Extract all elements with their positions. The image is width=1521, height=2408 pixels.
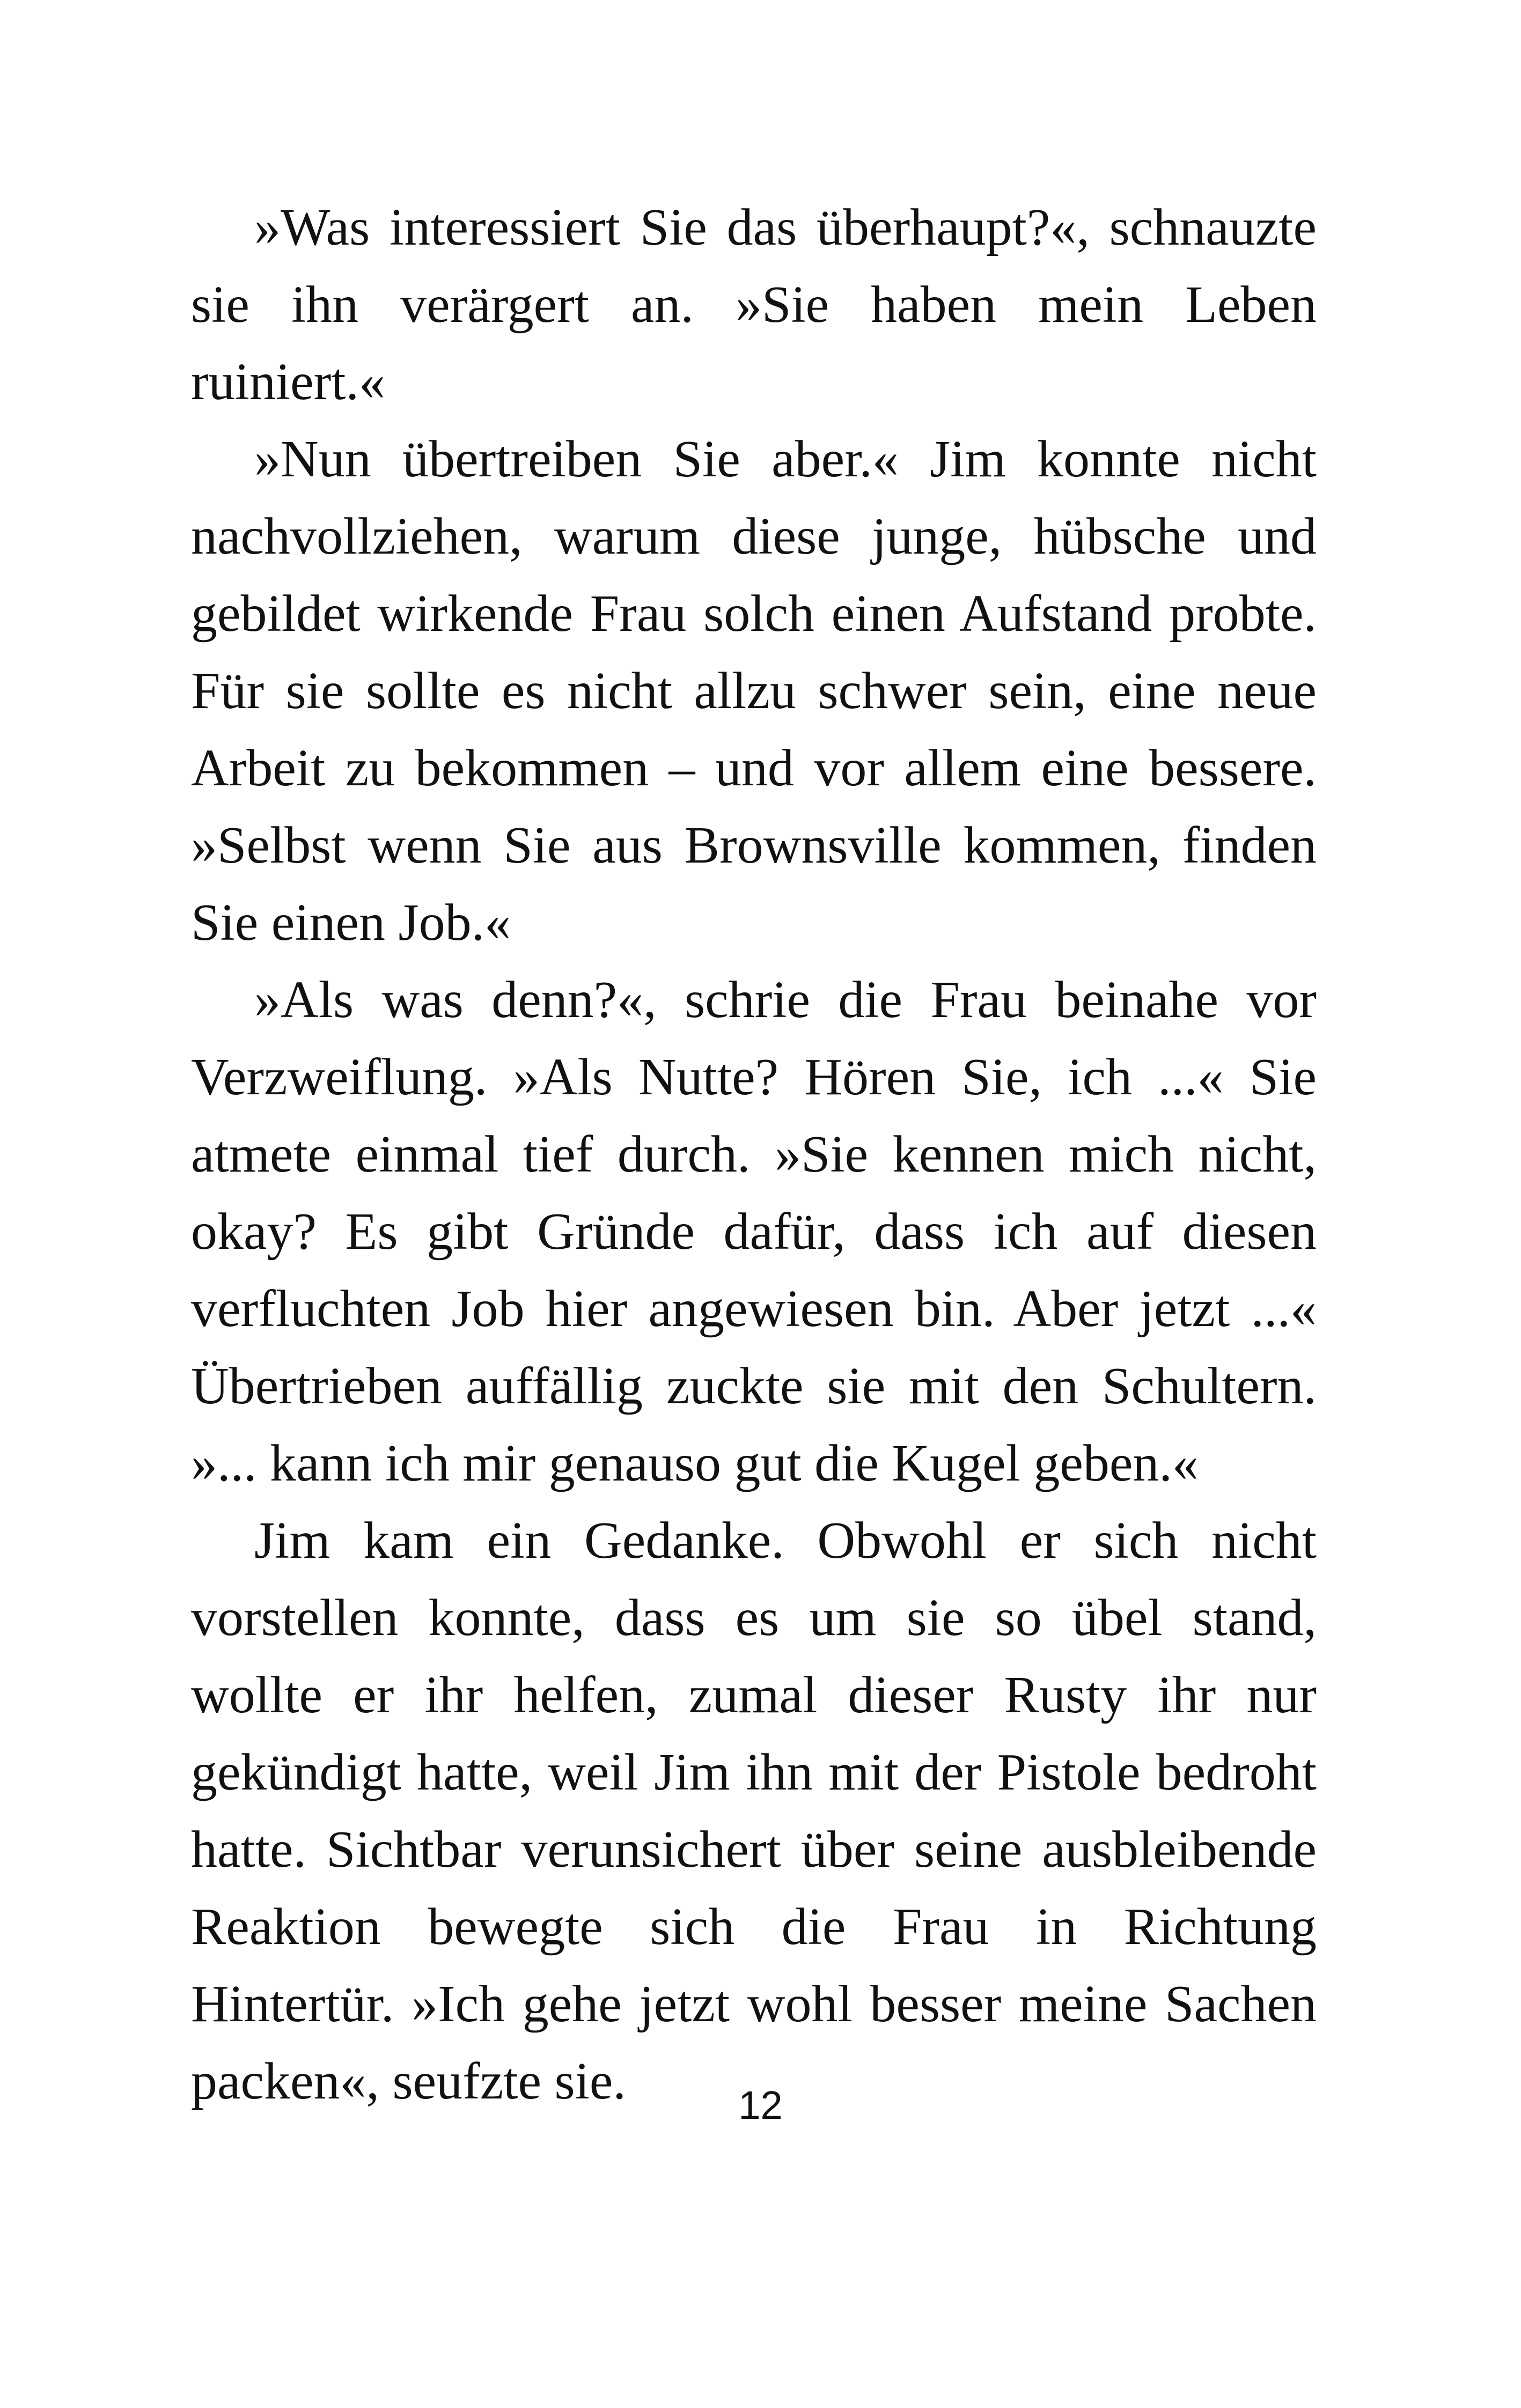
paragraph-2: »Nun übertreiben Sie aber.« Jim konnte nicht nachvollziehen, warum diese junge, hübsche und gebildet wirkende Frau solch einen Aufstand probte. Für sie sollte es nicht allzu schwer sein, eine neue Arbeit zu bekommen – und vor allem eine bessere. »Selbst wenn Sie aus Brownsville kommen, finden Sie einen Job.« (191, 430, 1317, 952)
paragraph-3: »Als was denn?«, schrie die Frau beinahe vor Verzweiflung. »Als Nutte? Hören Sie, ich ...« Sie atmete einmal tief durch. »Sie kennen mich nicht, okay? Es gibt Gründe dafür, dass ich auf diesen verfluchten Job hier angewiesen bin. Aber jetzt ...« Übertrieben auffällig zuckte sie mit den Schultern. »... kann ich mir genauso gut die Kugel geben.« (191, 971, 1317, 1492)
paragraph-1: »Was interessiert Sie das überhaupt?«, schnauzte sie ihn verärgert an. »Sie haben mein Leben ruiniert.« (191, 198, 1317, 411)
body-text (191, 189, 1317, 2120)
paragraph-4: Jim kam ein Gedanke. Obwohl er sich nicht vorstellen konnte, dass es um sie so übel stand, wollte er ihr helfen, zumal dieser Rusty ihr nur gekündigt hatte, weil Jim ihn mit der Pistole bedroht hatte. Sichtbar verunsichert über seine ausbleibende Reaktion bewegte sich die Frau in Richtung Hintertür. »Ich gehe jetzt wohl besser meine Sachen packen«, seufzte sie. (191, 1512, 1317, 2110)
page-number: 12 (738, 2083, 783, 2127)
